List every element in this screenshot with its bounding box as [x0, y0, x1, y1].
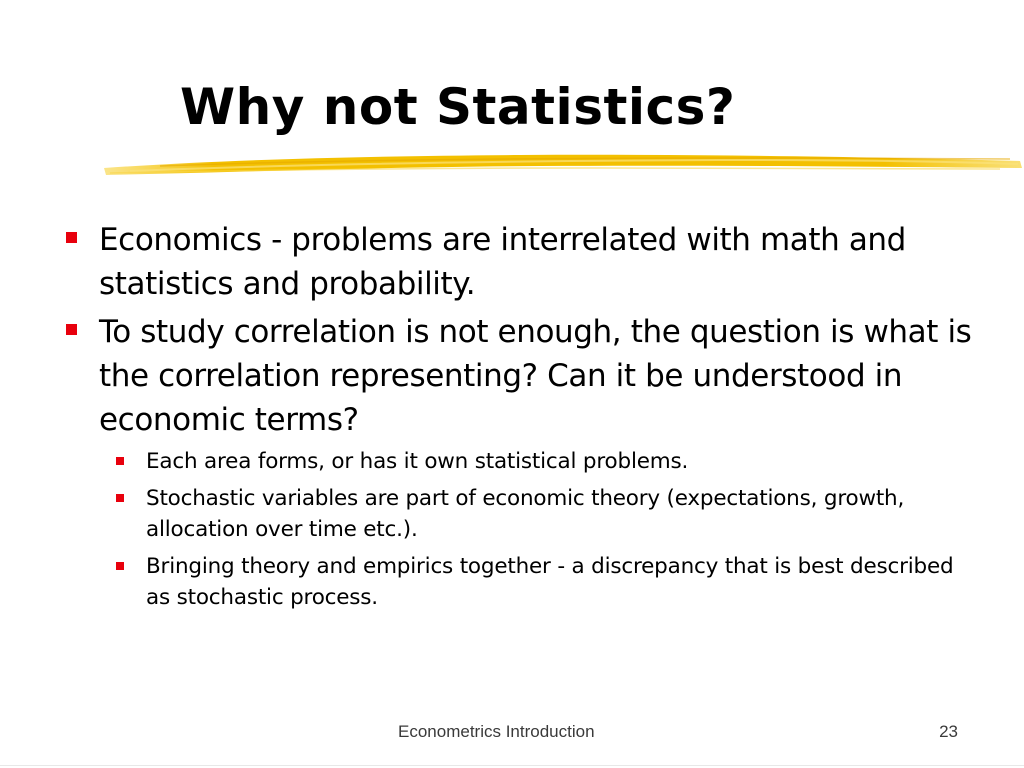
- bullet-text: To study correlation is not enough, the question is what is the correlation representing? Can it be understood in economic terms?: [99, 314, 972, 438]
- slide-title: Why not Statistics?: [180, 78, 736, 136]
- bullet-square-icon: [66, 232, 77, 243]
- title-underline-brushstroke: [100, 146, 1024, 186]
- sub-bullet-list: [99, 446, 974, 613]
- page-number: 23: [939, 722, 958, 741]
- sub-bullet-square-icon: [116, 562, 124, 570]
- sub-bullet-item: [99, 483, 974, 545]
- sub-bullet-text: Stochastic variables are part of economic theory (expectations, growth, allocation over time etc.).: [146, 486, 905, 542]
- sub-bullet-square-icon: [116, 494, 124, 502]
- bullet-text: Economics - problems are interrelated with math and statistics and probability.: [99, 222, 906, 302]
- bullet-item: [64, 310, 974, 613]
- sub-bullet-text: Each area forms, or has it own statistical problems.: [146, 449, 689, 474]
- bullet-square-icon: [66, 324, 77, 335]
- slide-footer: Econometrics Introduction: [398, 722, 595, 741]
- sub-bullet-item: [99, 446, 974, 477]
- sub-bullet-text: Bringing theory and empirics together - a discrepancy that is best described as stochastic process.: [146, 554, 954, 610]
- bullet-list: [64, 218, 974, 619]
- bullet-item: [64, 218, 974, 306]
- slide-bottom-divider: [0, 765, 1024, 766]
- sub-bullet-square-icon: [116, 457, 124, 465]
- sub-bullet-item: [99, 551, 974, 613]
